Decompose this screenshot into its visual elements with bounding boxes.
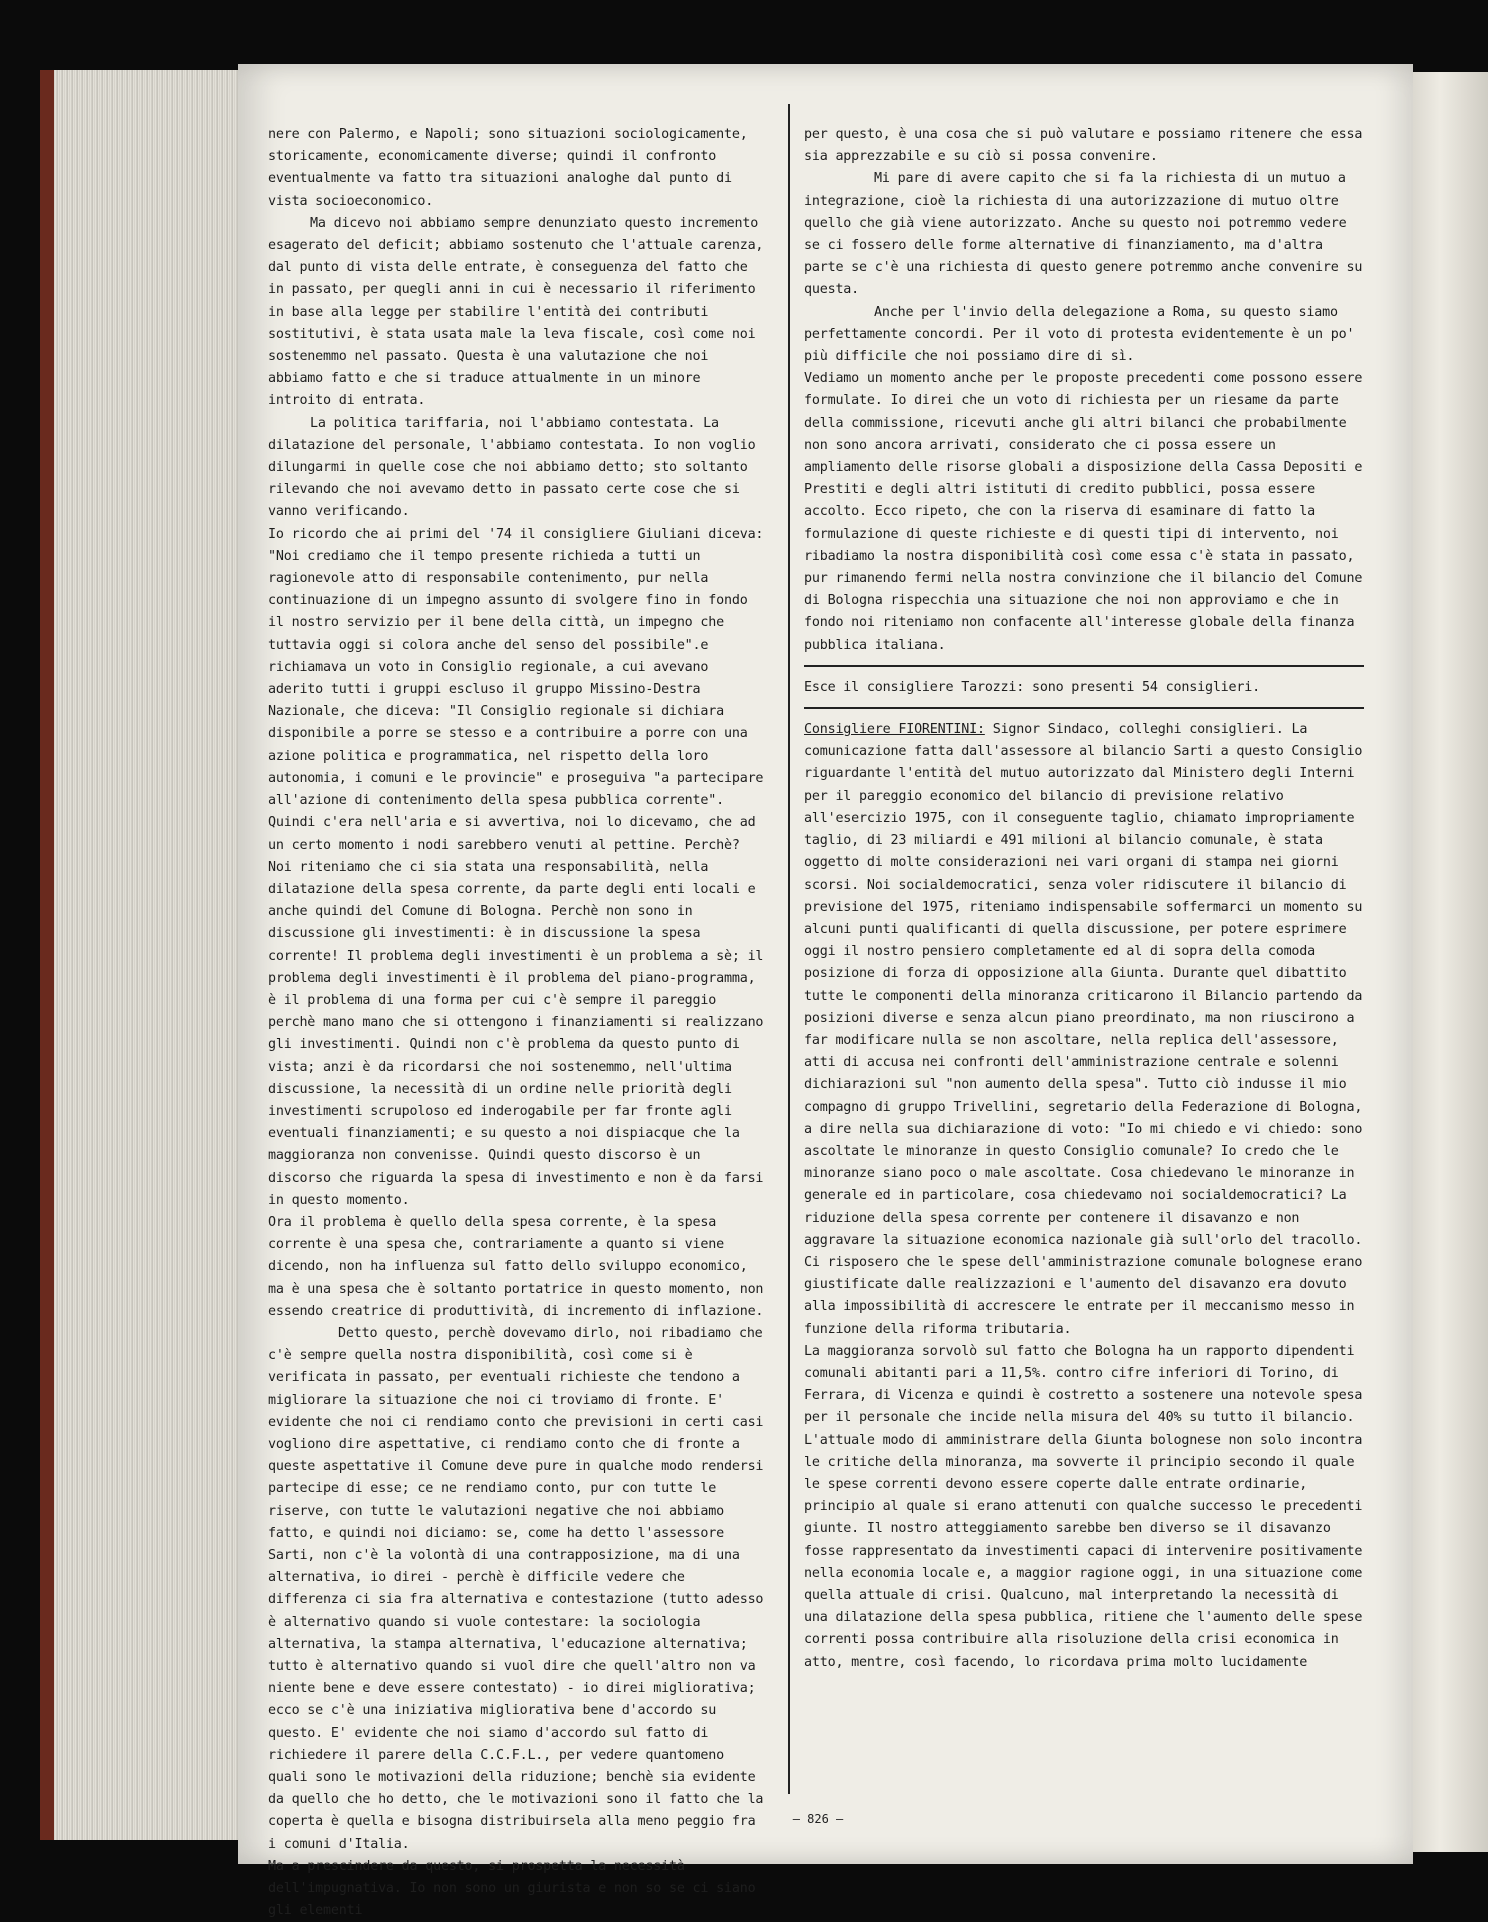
paragraph-text: Detto questo, perchè dovevamo dirlo, noi ribadiamo che c'è sempre quella nostra disponibilità, così come si è verificata in passato, per eventuali richieste che tendono a migliorare la situazione che noi ci troviamo di fronte. E' evidente che noi ci rendiamo conto che previsioni in certi casi vogliono dire aspettative, ci rendiamo conto che di fronte a queste aspettative il Comune deve pure in qualche modo rendersi partecipe di esse; ce ne rendiamo conto, pur con tutte le riserve, con tutte le valutazioni negative che noi abbiamo fatto, e quindi noi diciamo: se, come ha detto l'assessore Sarti, non c'è la volontà di una contrapposizione, ma di una alternativa, io direi - perchè è difficile vedere che differenza ci sia fra alternativa e contestazione (tutto adesso è alternativo quando si vuole contestare: la sociologia alternativa, la stampa alternativa, l'educazione alternativa; tutto è alternativo quando si vuol dire che quell'altro non va niente bene e deve essere contestato) - io direi migliorativa; ecco se c'è una iniziativa migliorativa bene d'accordo su questo. E' evidente che noi siamo d'accordo sul fatto di richiedere il parere della C.C.F.L., per vedere quantomeno quali sono le motivazioni della riduzione; benchè sia evidente da quello che ho detto, che le motivazioni sono il fatto che la coperta è quella e bisogna distribuirsela alla meno peggio fra i comuni d'Italia. (268, 1325, 764, 1852)
paragraph (804, 719, 1364, 1341)
paragraph (268, 1856, 768, 1922)
paragraph (268, 1212, 768, 1323)
paragraph-text: per questo, è una cosa che si può valutare e possiamo ritenere che essa sia apprezzabile e su ciò si possa convenire. (804, 127, 1363, 165)
paragraph-text: Signor Sindaco, colleghi consiglieri. La comunicazione fatta dall'assessore al bilancio Sarti a questo Consiglio riguardante l'entità del mutuo autorizzato dal Ministero degli Interni per il pareggio economico del bilancio di previsione relativo all'esercizio 1975, con il conseguente taglio, chiamato impropriamente taglio, di 23 miliardi e 491 milioni al bilancio comunale, è stata oggetto di molte considerazioni nei vari organi di stampa nei giorni scorsi. Noi socialdemocratici, senza voler ridiscutere il bilancio di previsione del 1975, riteniamo indispensabile soffermarci un momento su alcuni punti qualificanti di quella discussione, per potere esprimere oggi il nostro pensiero completamente ed al di sopra della comoda posizione di forza di opposizione alla Giunta. Durante quel dibattito tutte le componenti della minoranza criticarono il Bilancio partendo da posizioni diverse e senza alcun piano preordinato, ma non riuscirono a far modificare nulla se non ascoltare, nella replica dell'assessore, atti di accusa nei confronti dell'amministrazione centrale e solenni dichiarazioni sul "non aumento della spesa". Tutto ciò indusse il mio compagno di gruppo Trivellini, segretario della Federazione di Bologna, a dire nella sua dichiarazione di voto: "Io mi chiedo e vi chiedo: sono ascoltate le minoranze in questo Consiglio comunale? Io credo che le minoranze siano poco o male ascoltate. Cosa chiedevano le minoranze in generale ed in particolare, cosa chiedevamo noi socialdemocratici? La riduzione della spesa corrente per contenere il disavanzo e non aggravare la situazione economica nazionale già sull'orlo del tracollo. Ci risposero che le spese dell'amministrazione comunale bolognese erano giustificate dalle realizzazioni e l'aumento del disavanzo era dovuto alla impossibilità di accrescere le entrate per il meccanismo messo in funzione della riforma tributaria. (804, 722, 1363, 1337)
paragraph (268, 124, 768, 213)
facing-page-edge (1408, 72, 1488, 1852)
paragraph (804, 368, 1364, 657)
paragraph (804, 1341, 1364, 1674)
right-column-bottom (804, 719, 1364, 1674)
paragraph (804, 124, 1364, 168)
paragraph (804, 168, 1364, 301)
paragraph-text: La politica tariffaria, noi l'abbiamo contestata. La dilatazione del personale, l'abbiamo contestata. Io non voglio dilungarmi in quelle cose che noi abbiamo detto; sto soltanto rilevando che noi avevamo detto in passato certe cose che si vanno verificando. (268, 415, 756, 520)
separator-rule-top (804, 665, 1364, 667)
paragraph (268, 213, 768, 413)
paragraph-text: La maggioranza sorvolò sul fatto che Bologna ha un rapporto dipendenti comunali abitanti pari a 11,5%. contro cifre inferiori di Torino, di Ferrara, di Vicenza e quindi è costretto a sostenere una notevole spesa per il personale che incide nella misura del 40% su tutto il bilancio. L'attuale modo di amministrare della Giunta bolognese non solo incontra le critiche della minoranza, ma sovverte il principio secondo il quale le spese correnti devono essere coperte dalle entrate ordinarie, principio al quale si erano attenuti con qualche successo le precedenti giunte. Il nostro atteggiamento sarebbe ben diverso se il disavanzo fosse rappresentato da investimenti capaci di intervenire positivamente nella economia locale e, a maggior ragione oggi, in una situazione come quella attuale di crisi. Qualcuno, mal interpretando la necessità di una dilatazione della spesa pubblica, ritiene che l'aumento delle spese correnti possa contribuire alla risoluzione della crisi economica in atto, mentre, così facendo, lo ricordava prima molto lucidamente (804, 1343, 1363, 1670)
column-divider (788, 104, 790, 1794)
paragraph-text: nere con Palermo, e Napoli; sono situazioni sociologicamente, storicamente, economicamente diverse; quindi il confronto eventualmente va fatto tra situazioni analoghe dal punto di vista socioeconomico. (268, 127, 748, 209)
paragraph (268, 1323, 768, 1856)
paragraph-text: Mi pare di avere capito che si fa la richiesta di un mutuo a integrazione, cioè la richiesta di una autorizzazione di mutuo oltre quello che già viene autorizzato. Anche su questo noi potremmo vedere se ci fossero delle forme alternative di finanziamento, ma d'altra parte se c'è una richiesta di questo genere potremmo anche convenire su questa. (804, 171, 1363, 298)
paragraph (804, 302, 1364, 369)
paragraph (268, 413, 768, 524)
paragraph-text: Ma a prescindere da questo, si prospetta la necessità dell'impugnativa. Io non sono un giurista e non so se ci siano gli elementi (268, 1858, 756, 1919)
paragraph-text: Anche per l'invio della delegazione a Roma, su questo siamo perfettamente concordi. Per il voto di protesta evidentemente è un po' più difficile che noi possiamo dire di sì. (804, 304, 1355, 365)
paragraph-text: Vediamo un momento anche per le proposte precedenti come possono essere formulate. Io direi che un voto di richiesta per un riesame da parte della commissione, ricevuti anche gli altri bilanci che probabilmente non sono ancora arrivati, considerato che ci possa essere un ampliamento delle risorse globali a disposizione della Cassa Depositi e Prestiti e degli altri istituti di credito pubblici, possa essere accolto. Ecco ripeto, che con la riserva di esaminare di fatto la formulazione di queste richieste e di questi tipi di intervento, noi ribadiamo la nostra disponibilità così come essa c'è stata in passato, pur rimanendo fermi nella nostra convinzione che il bilancio del Comune di Bologna rispecchia una situazione che noi non approviamo e che in fondo noi riteniamo non confacente all'interesse globale della finanza pubblica italiana. (804, 371, 1363, 653)
separator-rule-bottom (804, 707, 1364, 709)
speaker-label: Consigliere FIORENTINI: (804, 722, 985, 738)
page-edges (40, 70, 254, 1840)
attendance-note: Esce il consigliere Tarozzi: sono presenti 54 consiglieri. (804, 679, 1260, 695)
paragraph-text: Ma dicevo noi abbiamo sempre denunziato questo incremento esagerato del deficit; abbiamo sostenuto che l'attuale carenza, dal punto di vista delle entrate, è conseguenza del fatto che in passato, per quegli anni in cui è necessario il riferimento in base alla legge per stabilire l'entità dei contributi sostitutivi, è stata usata male la leva fiscale, così come noi sostenemmo nel passato. Questa è una valutazione che noi abbiamo fatto e che si traduce attualmente in un minore introito di entrata. (268, 215, 764, 409)
document-page (238, 64, 1413, 1919)
paragraph-text: Ora il problema è quello della spesa corrente, è la spesa corrente è una spesa che, contrariamente a quanto si viene dicendo, non ha influenza sul fatto dello sviluppo economico, ma è una spesa che è soltanto portatrice in questo momento, non essendo creatrice di produttività, di incremento di inflazione. (268, 1214, 764, 1319)
right-column-top (804, 124, 1364, 657)
paragraph-text: Io ricordo che ai primi del '74 il consigliere Giuliani diceva: "Noi crediamo che il tempo presente richieda a tutti un ragionevole atto di responsabile contenimento, pur nella continuazione di un impegno assunto di svolgere fino in fondo il nostro servizio per il bene della città, un impegno che tuttavia oggi si colora anche del senso del possibile".e richiamava un voto in Consiglio regionale, a cui avevano aderito tutti i gruppi escluso il gruppo Missino-Destra Nazionale, che diceva: "Il Consiglio regionale si dichiara disponibile a porre se stesso e a contribuire a porre con una azione politica e programmatica, nel rispetto della loro autonomia, i comuni e le provincie" e proseguiva "a partecipare all'azione di contenimento della spesa pubblica corrente". Quindi c'era nell'aria e si avvertiva, noi lo dicevamo, che ad un certo momento i nodi sarebbero venuti al pettine. Perchè? Noi riteniamo che ci sia stata una responsabilità, nella dilatazione della spesa corrente, da parte degli enti locali e anche quindi del Comune di Bologna. Perchè non sono in discussione gli investimenti: è in discussione la spesa corrente! Il problema degli investimenti è un problema a sè; il problema degli investimenti è il problema del piano-programma, è il problema di una forma per cui c'è sempre il pareggio perchè mano mano che si ottengono i finanziamenti si realizzano gli investimenti. Quindi non c'è problema da questo punto di vista; anzi è da ricordarsi che noi sostenemmo, nell'ultima discussione, la necessità di un ordine nelle priorità degli investimenti scrupoloso ed inderogabile per far fronte agli eventuali finanziamenti; e su questo a noi dispiacque che la maggioranza non convenisse. Quindi questo discorso è un discorso che riguarda la spesa di investimento e non è da farsi in questo momento. (268, 526, 764, 1208)
right-column (804, 124, 1364, 1674)
page-number: — 826 — (792, 1812, 844, 1826)
paragraph (268, 524, 768, 1212)
left-column (268, 124, 768, 1922)
